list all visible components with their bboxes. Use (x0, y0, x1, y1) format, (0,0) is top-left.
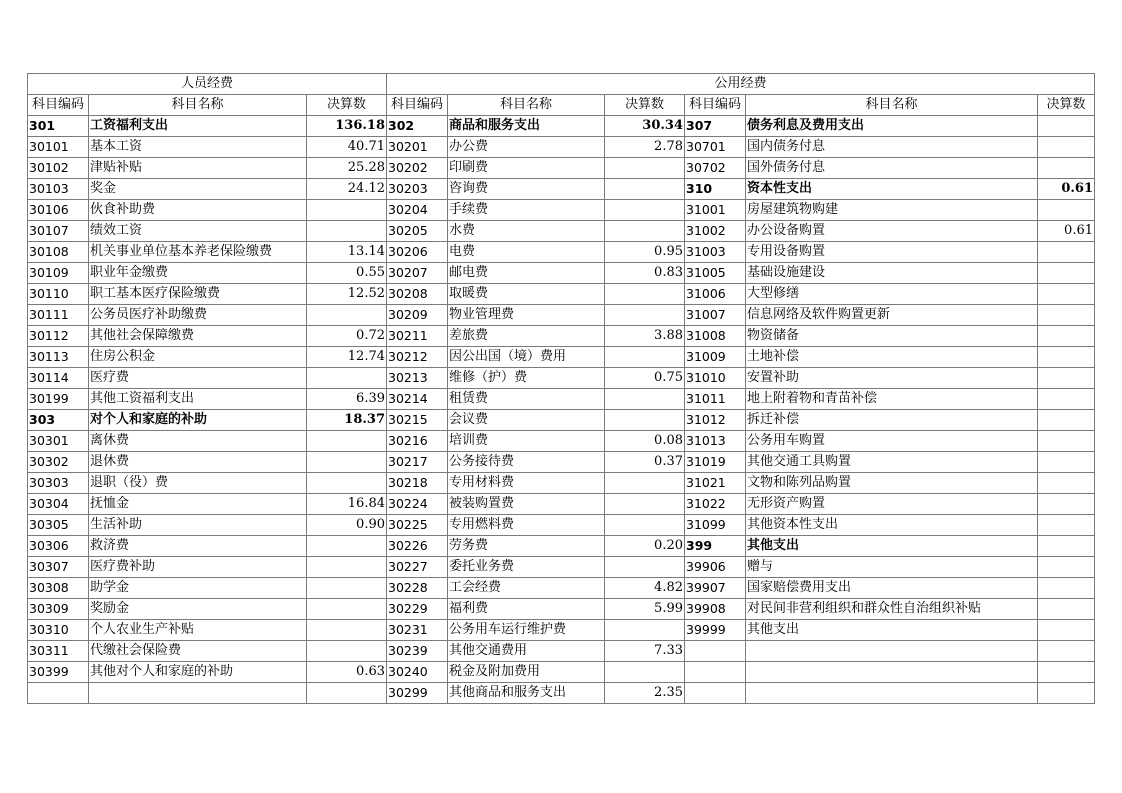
goods-amount-cell (605, 221, 685, 242)
capital-code-cell (685, 641, 746, 662)
capital-amount-cell (1038, 326, 1095, 347)
table-row (28, 494, 1095, 515)
goods-name-cell: 专用材料费 (448, 473, 605, 494)
capital-name-cell: 地上附着物和青苗补偿 (746, 389, 1038, 410)
goods-name-cell: 劳务费 (448, 536, 605, 557)
table-row (28, 683, 1095, 704)
capital-amount-cell (1038, 452, 1095, 473)
personnel-amount-cell: 136.18 (307, 116, 387, 137)
capital-amount-cell (1038, 263, 1095, 284)
capital-name-cell (746, 641, 1038, 662)
personnel-amount-cell (307, 683, 387, 704)
table-row (28, 599, 1095, 620)
personnel-code-cell: 30311 (28, 641, 89, 662)
personnel-amount-cell: 18.37 (307, 410, 387, 431)
goods-amount-cell: 2.78 (605, 137, 685, 158)
capital-amount-cell (1038, 494, 1095, 515)
personnel-name-cell: 其他工资福利支出 (89, 389, 307, 410)
capital-code-cell: 399 (685, 536, 746, 557)
goods-amount-cell (605, 305, 685, 326)
table-row (28, 326, 1095, 347)
capital-amount-cell (1038, 662, 1095, 683)
goods-name-cell: 公务用车运行维护费 (448, 620, 605, 641)
capital-code-cell (685, 683, 746, 704)
personnel-name-cell: 个人农业生产补贴 (89, 620, 307, 641)
table-row (28, 578, 1095, 599)
goods-amount-cell (605, 347, 685, 368)
goods-name-cell: 维修（护）费 (448, 368, 605, 389)
personnel-name-cell: 其他对个人和家庭的补助 (89, 662, 307, 683)
goods-amount-cell: 2.35 (605, 683, 685, 704)
goods-amount-cell (605, 473, 685, 494)
personnel-amount-cell: 12.74 (307, 347, 387, 368)
personnel-code-cell: 30114 (28, 368, 89, 389)
goods-name-cell: 租赁费 (448, 389, 605, 410)
personnel-amount-cell (307, 557, 387, 578)
table-row (28, 473, 1095, 494)
personnel-code-cell: 30113 (28, 347, 89, 368)
capital-amount-cell (1038, 347, 1095, 368)
capital-name-cell: 公务用车购置 (746, 431, 1038, 452)
capital-code-cell: 39906 (685, 557, 746, 578)
goods-amount-cell: 0.95 (605, 242, 685, 263)
capital-amount-cell (1038, 389, 1095, 410)
goods-code-cell: 30208 (387, 284, 448, 305)
personnel-name-cell: 救济费 (89, 536, 307, 557)
goods-code-cell: 30218 (387, 473, 448, 494)
goods-code-cell: 30217 (387, 452, 448, 473)
personnel-amount-cell (307, 368, 387, 389)
capital-code-cell: 30701 (685, 137, 746, 158)
capital-code-cell: 31099 (685, 515, 746, 536)
personnel-name-cell: 津贴补贴 (89, 158, 307, 179)
goods-code-cell: 30211 (387, 326, 448, 347)
personnel-section-header: 人员经费 (28, 74, 387, 95)
goods-name-cell: 福利费 (448, 599, 605, 620)
goods-name-cell: 会议费 (448, 410, 605, 431)
table-row (28, 452, 1095, 473)
capital-code-cell: 310 (685, 179, 746, 200)
personnel-amount-cell: 12.52 (307, 284, 387, 305)
goods-name-cell: 差旅费 (448, 326, 605, 347)
goods-code-cell: 30226 (387, 536, 448, 557)
personnel-amount-cell (307, 200, 387, 221)
goods-name-cell: 商品和服务支出 (448, 116, 605, 137)
capital-amount-cell (1038, 620, 1095, 641)
capital-amount-cell (1038, 410, 1095, 431)
goods-amount-cell: 0.37 (605, 452, 685, 473)
table-row (28, 158, 1095, 179)
goods-code-cell: 30209 (387, 305, 448, 326)
goods-code-cell: 30201 (387, 137, 448, 158)
goods-amount-cell (605, 515, 685, 536)
capital-name-cell: 拆迁补偿 (746, 410, 1038, 431)
goods-code-cell: 30212 (387, 347, 448, 368)
goods-name-cell: 水费 (448, 221, 605, 242)
goods-amount-cell (605, 284, 685, 305)
capital-code-cell: 31008 (685, 326, 746, 347)
personnel-code-cell: 30106 (28, 200, 89, 221)
goods-name-cell: 培训费 (448, 431, 605, 452)
capital-amount-cell: 0.61 (1038, 221, 1095, 242)
personnel-name-cell: 绩效工资 (89, 221, 307, 242)
capital-amount-cell (1038, 116, 1095, 137)
personnel-name-cell: 对个人和家庭的补助 (89, 410, 307, 431)
goods-code-cell: 30213 (387, 368, 448, 389)
personnel-amount-cell (307, 578, 387, 599)
goods-code-cell: 30224 (387, 494, 448, 515)
personnel-name-cell: 伙食补助费 (89, 200, 307, 221)
personnel-name-cell: 其他社会保障缴费 (89, 326, 307, 347)
capital-name-cell: 文物和陈列品购置 (746, 473, 1038, 494)
personnel-amount-cell (307, 620, 387, 641)
personnel-name-cell: 职工基本医疗保险缴费 (89, 284, 307, 305)
capital-name-cell: 房屋建筑物购建 (746, 200, 1038, 221)
table-row (28, 347, 1095, 368)
personnel-code-cell: 30310 (28, 620, 89, 641)
capital-name-cell: 土地补偿 (746, 347, 1038, 368)
personnel-code-cell: 30399 (28, 662, 89, 683)
personnel-amount-cell: 40.71 (307, 137, 387, 158)
capital-name-cell: 国外债务付息 (746, 158, 1038, 179)
personnel-code-cell: 30305 (28, 515, 89, 536)
personnel-code-cell: 30307 (28, 557, 89, 578)
personnel-name-cell: 工资福利支出 (89, 116, 307, 137)
capital-name-cell: 其他交通工具购置 (746, 452, 1038, 473)
capital-code-cell: 31005 (685, 263, 746, 284)
capital-amount-cell: 0.61 (1038, 179, 1095, 200)
goods-name-cell: 工会经费 (448, 578, 605, 599)
goods-amount-cell: 3.88 (605, 326, 685, 347)
personnel-name-cell: 抚恤金 (89, 494, 307, 515)
goods-name-cell: 物业管理费 (448, 305, 605, 326)
capital-amount-cell (1038, 557, 1095, 578)
personnel-code-cell: 30306 (28, 536, 89, 557)
personnel-code-cell: 30303 (28, 473, 89, 494)
public-section-header: 公用经费 (387, 74, 1095, 95)
capital-code-cell: 31010 (685, 368, 746, 389)
personnel-code-cell: 30111 (28, 305, 89, 326)
goods-amount-cell (605, 410, 685, 431)
personnel-amount-cell (307, 473, 387, 494)
goods-amount-cell (605, 158, 685, 179)
personnel-name-cell: 医疗费补助 (89, 557, 307, 578)
capital-code-cell: 31007 (685, 305, 746, 326)
personnel-name-cell: 奖励金 (89, 599, 307, 620)
personnel-code-cell: 30109 (28, 263, 89, 284)
goods-name-cell: 咨询费 (448, 179, 605, 200)
capital-amount-cell (1038, 284, 1095, 305)
goods-name-cell: 委托业务费 (448, 557, 605, 578)
goods-code-cell: 30215 (387, 410, 448, 431)
personnel-name-cell: 职业年金缴费 (89, 263, 307, 284)
personnel-amount-cell: 13.14 (307, 242, 387, 263)
goods-name-cell: 因公出国（境）费用 (448, 347, 605, 368)
capital-amount-cell (1038, 641, 1095, 662)
capital-name-cell: 其他支出 (746, 536, 1038, 557)
goods-code-cell: 30214 (387, 389, 448, 410)
col-header-amount: 决算数 (605, 95, 685, 116)
capital-code-cell: 307 (685, 116, 746, 137)
goods-amount-cell: 7.33 (605, 641, 685, 662)
capital-code-cell: 30702 (685, 158, 746, 179)
capital-name-cell: 信息网络及软件购置更新 (746, 305, 1038, 326)
table-row (28, 221, 1095, 242)
table-row (28, 116, 1095, 137)
personnel-code-cell: 30309 (28, 599, 89, 620)
capital-amount-cell (1038, 242, 1095, 263)
personnel-amount-cell: 0.55 (307, 263, 387, 284)
capital-code-cell (685, 662, 746, 683)
goods-name-cell: 其他交通费用 (448, 641, 605, 662)
capital-amount-cell (1038, 368, 1095, 389)
goods-name-cell: 其他商品和服务支出 (448, 683, 605, 704)
table-row (28, 284, 1095, 305)
personnel-code-cell: 30110 (28, 284, 89, 305)
col-header-name: 科目名称 (746, 95, 1038, 116)
table-row (28, 179, 1095, 200)
capital-code-cell: 31001 (685, 200, 746, 221)
col-header-code: 科目编码 (387, 95, 448, 116)
goods-name-cell: 电费 (448, 242, 605, 263)
capital-name-cell: 国家赔偿费用支出 (746, 578, 1038, 599)
goods-amount-cell: 0.83 (605, 263, 685, 284)
personnel-name-cell: 奖金 (89, 179, 307, 200)
col-header-name: 科目名称 (89, 95, 307, 116)
goods-name-cell: 办公费 (448, 137, 605, 158)
goods-amount-cell (605, 389, 685, 410)
col-header-name: 科目名称 (448, 95, 605, 116)
personnel-amount-cell (307, 536, 387, 557)
capital-code-cell: 39908 (685, 599, 746, 620)
goods-code-cell: 30206 (387, 242, 448, 263)
capital-name-cell: 其他支出 (746, 620, 1038, 641)
table-row (28, 389, 1095, 410)
table-row (28, 536, 1095, 557)
capital-amount-cell (1038, 305, 1095, 326)
table-row (28, 641, 1095, 662)
goods-code-cell: 30204 (387, 200, 448, 221)
personnel-code-cell: 301 (28, 116, 89, 137)
goods-amount-cell: 0.20 (605, 536, 685, 557)
goods-name-cell: 取暖费 (448, 284, 605, 305)
capital-name-cell (746, 683, 1038, 704)
capital-amount-cell (1038, 200, 1095, 221)
capital-name-cell: 国内债务付息 (746, 137, 1038, 158)
table-row (28, 557, 1095, 578)
table-row (28, 242, 1095, 263)
personnel-name-cell: 代缴社会保险费 (89, 641, 307, 662)
table-row (28, 662, 1095, 683)
capital-amount-cell (1038, 515, 1095, 536)
goods-name-cell: 专用燃料费 (448, 515, 605, 536)
personnel-code-cell: 30308 (28, 578, 89, 599)
goods-code-cell: 302 (387, 116, 448, 137)
capital-name-cell: 资本性支出 (746, 179, 1038, 200)
goods-code-cell: 30227 (387, 557, 448, 578)
goods-code-cell: 30228 (387, 578, 448, 599)
table-row (28, 431, 1095, 452)
personnel-amount-cell (307, 221, 387, 242)
goods-name-cell: 手续费 (448, 200, 605, 221)
goods-name-cell: 税金及附加费用 (448, 662, 605, 683)
capital-name-cell: 安置补助 (746, 368, 1038, 389)
capital-code-cell: 31006 (685, 284, 746, 305)
personnel-name-cell: 机关事业单位基本养老保险缴费 (89, 242, 307, 263)
goods-amount-cell (605, 179, 685, 200)
column-header-row (28, 95, 1095, 116)
col-header-amount: 决算数 (1038, 95, 1095, 116)
capital-amount-cell (1038, 683, 1095, 704)
personnel-name-cell: 医疗费 (89, 368, 307, 389)
personnel-name-cell (89, 683, 307, 704)
personnel-code-cell: 30108 (28, 242, 89, 263)
personnel-name-cell: 退职（役）费 (89, 473, 307, 494)
capital-amount-cell (1038, 536, 1095, 557)
capital-name-cell: 无形资产购置 (746, 494, 1038, 515)
section-header-row (28, 74, 1095, 95)
capital-name-cell: 赠与 (746, 557, 1038, 578)
capital-amount-cell (1038, 431, 1095, 452)
table-row (28, 515, 1095, 536)
personnel-code-cell: 30101 (28, 137, 89, 158)
personnel-amount-cell: 0.90 (307, 515, 387, 536)
capital-name-cell: 物资储备 (746, 326, 1038, 347)
personnel-code-cell: 30103 (28, 179, 89, 200)
personnel-name-cell: 住房公积金 (89, 347, 307, 368)
personnel-name-cell: 公务员医疗补助缴费 (89, 305, 307, 326)
personnel-amount-cell (307, 452, 387, 473)
expenditure-table (27, 73, 1095, 704)
goods-amount-cell: 4.82 (605, 578, 685, 599)
capital-code-cell: 31002 (685, 221, 746, 242)
table-row (28, 620, 1095, 641)
goods-name-cell: 邮电费 (448, 263, 605, 284)
goods-code-cell: 30239 (387, 641, 448, 662)
personnel-amount-cell: 0.63 (307, 662, 387, 683)
personnel-amount-cell (307, 599, 387, 620)
personnel-name-cell: 生活补助 (89, 515, 307, 536)
personnel-code-cell: 30199 (28, 389, 89, 410)
capital-name-cell: 专用设备购置 (746, 242, 1038, 263)
capital-code-cell: 31012 (685, 410, 746, 431)
personnel-code-cell: 30102 (28, 158, 89, 179)
capital-name-cell: 办公设备购置 (746, 221, 1038, 242)
capital-name-cell: 其他资本性支出 (746, 515, 1038, 536)
personnel-code-cell: 30112 (28, 326, 89, 347)
goods-amount-cell (605, 557, 685, 578)
capital-name-cell: 对民间非营利组织和群众性自治组织补贴 (746, 599, 1038, 620)
capital-name-cell: 基础设施建设 (746, 263, 1038, 284)
personnel-code-cell: 30301 (28, 431, 89, 452)
personnel-amount-cell (307, 305, 387, 326)
table-row (28, 368, 1095, 389)
goods-code-cell: 30216 (387, 431, 448, 452)
goods-code-cell: 30225 (387, 515, 448, 536)
table-row (28, 200, 1095, 221)
personnel-amount-cell: 25.28 (307, 158, 387, 179)
goods-code-cell: 30229 (387, 599, 448, 620)
capital-amount-cell (1038, 137, 1095, 158)
personnel-amount-cell: 24.12 (307, 179, 387, 200)
personnel-code-cell: 30107 (28, 221, 89, 242)
personnel-code-cell: 303 (28, 410, 89, 431)
capital-code-cell: 31009 (685, 347, 746, 368)
goods-code-cell: 30231 (387, 620, 448, 641)
personnel-amount-cell: 0.72 (307, 326, 387, 347)
capital-code-cell: 31021 (685, 473, 746, 494)
personnel-name-cell: 基本工资 (89, 137, 307, 158)
personnel-amount-cell: 16.84 (307, 494, 387, 515)
table-row (28, 305, 1095, 326)
goods-amount-cell (605, 200, 685, 221)
personnel-amount-cell (307, 431, 387, 452)
goods-amount-cell (605, 494, 685, 515)
capital-code-cell: 39907 (685, 578, 746, 599)
personnel-code-cell (28, 683, 89, 704)
goods-code-cell: 30202 (387, 158, 448, 179)
personnel-amount-cell (307, 641, 387, 662)
goods-amount-cell: 0.08 (605, 431, 685, 452)
goods-code-cell: 30203 (387, 179, 448, 200)
capital-code-cell: 31011 (685, 389, 746, 410)
goods-amount-cell (605, 662, 685, 683)
goods-name-cell: 公务接待费 (448, 452, 605, 473)
goods-code-cell: 30299 (387, 683, 448, 704)
personnel-amount-cell: 6.39 (307, 389, 387, 410)
col-header-code: 科目编码 (28, 95, 89, 116)
table-row (28, 263, 1095, 284)
goods-code-cell: 30205 (387, 221, 448, 242)
personnel-code-cell: 30302 (28, 452, 89, 473)
capital-name-cell: 债务利息及费用支出 (746, 116, 1038, 137)
capital-amount-cell (1038, 158, 1095, 179)
personnel-code-cell: 30304 (28, 494, 89, 515)
capital-code-cell: 31019 (685, 452, 746, 473)
personnel-name-cell: 退休费 (89, 452, 307, 473)
capital-code-cell: 39999 (685, 620, 746, 641)
capital-code-cell: 31003 (685, 242, 746, 263)
goods-amount-cell: 5.99 (605, 599, 685, 620)
goods-amount-cell: 30.34 (605, 116, 685, 137)
capital-name-cell (746, 662, 1038, 683)
col-header-amount: 决算数 (307, 95, 387, 116)
goods-amount-cell: 0.75 (605, 368, 685, 389)
capital-code-cell: 31022 (685, 494, 746, 515)
goods-amount-cell (605, 620, 685, 641)
table-row (28, 410, 1095, 431)
goods-name-cell: 被装购置费 (448, 494, 605, 515)
capital-amount-cell (1038, 578, 1095, 599)
capital-name-cell: 大型修缮 (746, 284, 1038, 305)
capital-amount-cell (1038, 599, 1095, 620)
goods-name-cell: 印刷费 (448, 158, 605, 179)
capital-code-cell: 31013 (685, 431, 746, 452)
capital-amount-cell (1038, 473, 1095, 494)
table-row (28, 137, 1095, 158)
personnel-name-cell: 离休费 (89, 431, 307, 452)
goods-code-cell: 30240 (387, 662, 448, 683)
goods-code-cell: 30207 (387, 263, 448, 284)
col-header-code: 科目编码 (685, 95, 746, 116)
personnel-name-cell: 助学金 (89, 578, 307, 599)
